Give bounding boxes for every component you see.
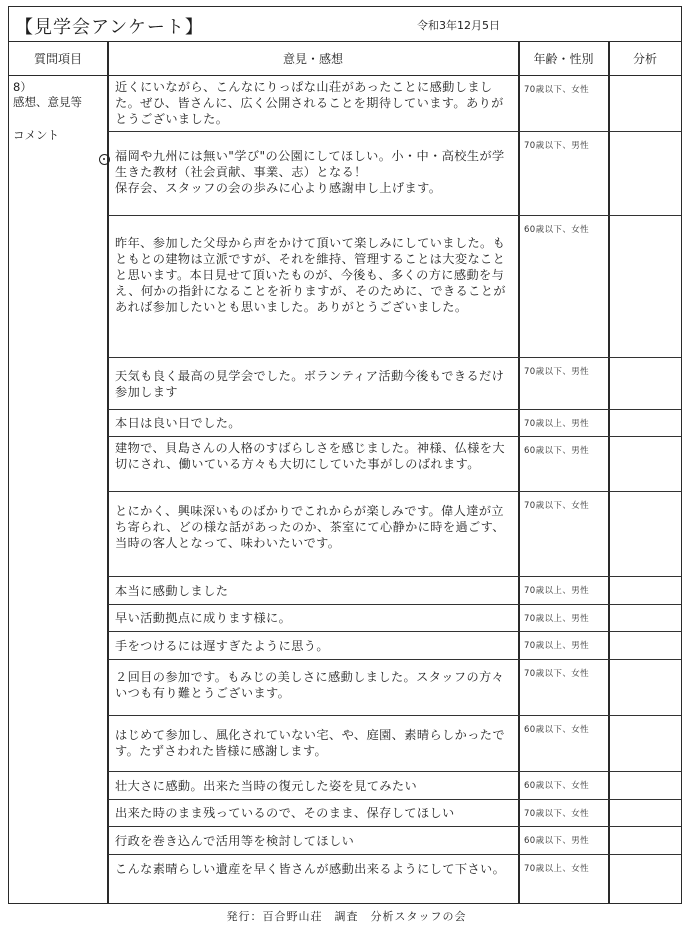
age-gender-text: 60歳以下、女性 — [524, 781, 590, 791]
comment-text: 福岡や九州には無い"学び"の公園にしてほしい。小・中・高校生が学生きた教材（社会貢献、事業、志）となる！ 保存会、スタッフの会の歩みに心より感謝申し上げます。 — [115, 149, 505, 195]
age-gender-text: 70歳以下、女性 — [524, 85, 590, 95]
table-row — [108, 437, 681, 492]
age-gender-text: 60歳以下、女性 — [524, 725, 590, 735]
comment-text: 壮大さに感動。出来た当時の復元した姿を見てみたい — [115, 779, 418, 793]
header-row — [9, 42, 681, 76]
table-row — [108, 632, 681, 660]
age-gender-text: 70歳以上、男性 — [524, 614, 590, 624]
age-gender-text: 70歳以下、女性 — [524, 809, 590, 819]
age-gender-text: 60歳以下、女性 — [524, 225, 590, 235]
document-date: 令和3年12月5日 — [417, 19, 500, 32]
footer-publisher: 発行：百合野山荘 調査 分析スタッフの会 — [226, 910, 467, 923]
age-gender-text: 70歳以下、男性 — [524, 141, 590, 151]
comment-text: ２回目の参加です。もみじの美しさに感動しました。スタッフの方々いつも有り難とうございます。 — [115, 670, 505, 700]
comment-text: 建物で、貝島さんの人格のすばらしさを感じました。神様、仏様を大切にされ、働いている方々も大切にしていた事がしのばれます。 — [115, 441, 505, 471]
age-gender-text: 70歳以上、女性 — [524, 864, 590, 874]
header-analysis: 分析 — [632, 52, 657, 66]
comment-text: 手をつけるには遅すぎたように思う。 — [115, 639, 329, 653]
title-row — [9, 7, 681, 42]
comment-text: 天気も良く最高の見学会でした。ボランティア活動今後もできるだけ参加します — [115, 369, 505, 399]
comment-text: 本日は良い日でした。 — [115, 416, 241, 430]
survey-table — [8, 6, 682, 904]
age-gender-text: 70歳以下、女性 — [524, 501, 590, 511]
comment-text: とにかく、興味深いものばかりでこれからが楽しみです。偉人達が立ち寄られ、どの様な話があったのか、茶室にて心静かに時を過ごす、当時の客人となって、味わいたいです。 — [115, 504, 505, 550]
age-gender-text: 60歳以下、男性 — [524, 446, 590, 456]
age-gender-text: 70歳以下、女性 — [524, 669, 590, 679]
comment-text: 近くにいながら、こんなにりっぱな山荘があったことに感動しました。ぜひ、皆さんに、広く公開されることを期待しています。ありがとうございました。 — [115, 80, 504, 126]
table-row — [108, 660, 681, 716]
category-label: 感想、意見等 — [13, 95, 82, 109]
table-row — [108, 855, 681, 903]
header-opinion: 意見・感想 — [282, 52, 343, 66]
table-row — [108, 358, 681, 410]
table-row — [108, 605, 681, 632]
table-row — [108, 577, 681, 605]
comment-text: こんな素晴らしい遺産を早く皆さんが感動出来るようにして下さい。 — [115, 862, 506, 876]
document-title: 【見学会アンケート】 — [15, 17, 204, 38]
age-gender-text: 70歳以上、男性 — [524, 641, 590, 651]
table-row — [108, 76, 681, 132]
comment-text: 行政を巻き込んで活用等を検討してほしい — [115, 834, 355, 848]
table-row — [108, 716, 681, 772]
table-row — [108, 800, 681, 827]
category-sub-label: コメント — [13, 128, 59, 142]
table-row — [108, 772, 681, 800]
header-item: 質問項目 — [33, 52, 82, 66]
age-gender-text: 70歳以上、男性 — [524, 586, 590, 596]
age-gender-text: 70歳以下、男性 — [524, 367, 590, 377]
comment-text: 本当に感動しました — [115, 584, 229, 598]
table-row — [108, 216, 681, 358]
table-row — [108, 132, 681, 216]
category-number: 8） — [13, 80, 32, 94]
comment-text: 昨年、参加した父母から声をかけて頂いて楽しみにしていました。もともとの建物は立派ですが、それを維持、管理することは大変なことと思います。本日見せて頂いたものが、今後も、多くの方に感動を与え、何かの指針になることを祈りますが、そのために、できることがあれば参加したいとも思いました。ありがとうございました。 — [115, 236, 506, 314]
comment-text: はじめて参加し、風化されていない宅、や、庭園、素晴らしかったです。たずさわれた皆様に感謝します。 — [115, 728, 505, 758]
table-row — [108, 827, 681, 855]
table-row — [108, 492, 681, 577]
age-gender-text: 60歳以下、男性 — [524, 836, 590, 846]
table-row — [108, 410, 681, 437]
comment-text: 出来た時のまま残っているので、そのまま、保存してほしい — [115, 806, 455, 820]
comment-text: 早い活動拠点に成ります様に。 — [115, 611, 292, 625]
header-age-gender: 年齢・性別 — [533, 52, 594, 66]
category-cell — [9, 76, 107, 143]
age-gender-text: 70歳以上、男性 — [524, 419, 590, 429]
